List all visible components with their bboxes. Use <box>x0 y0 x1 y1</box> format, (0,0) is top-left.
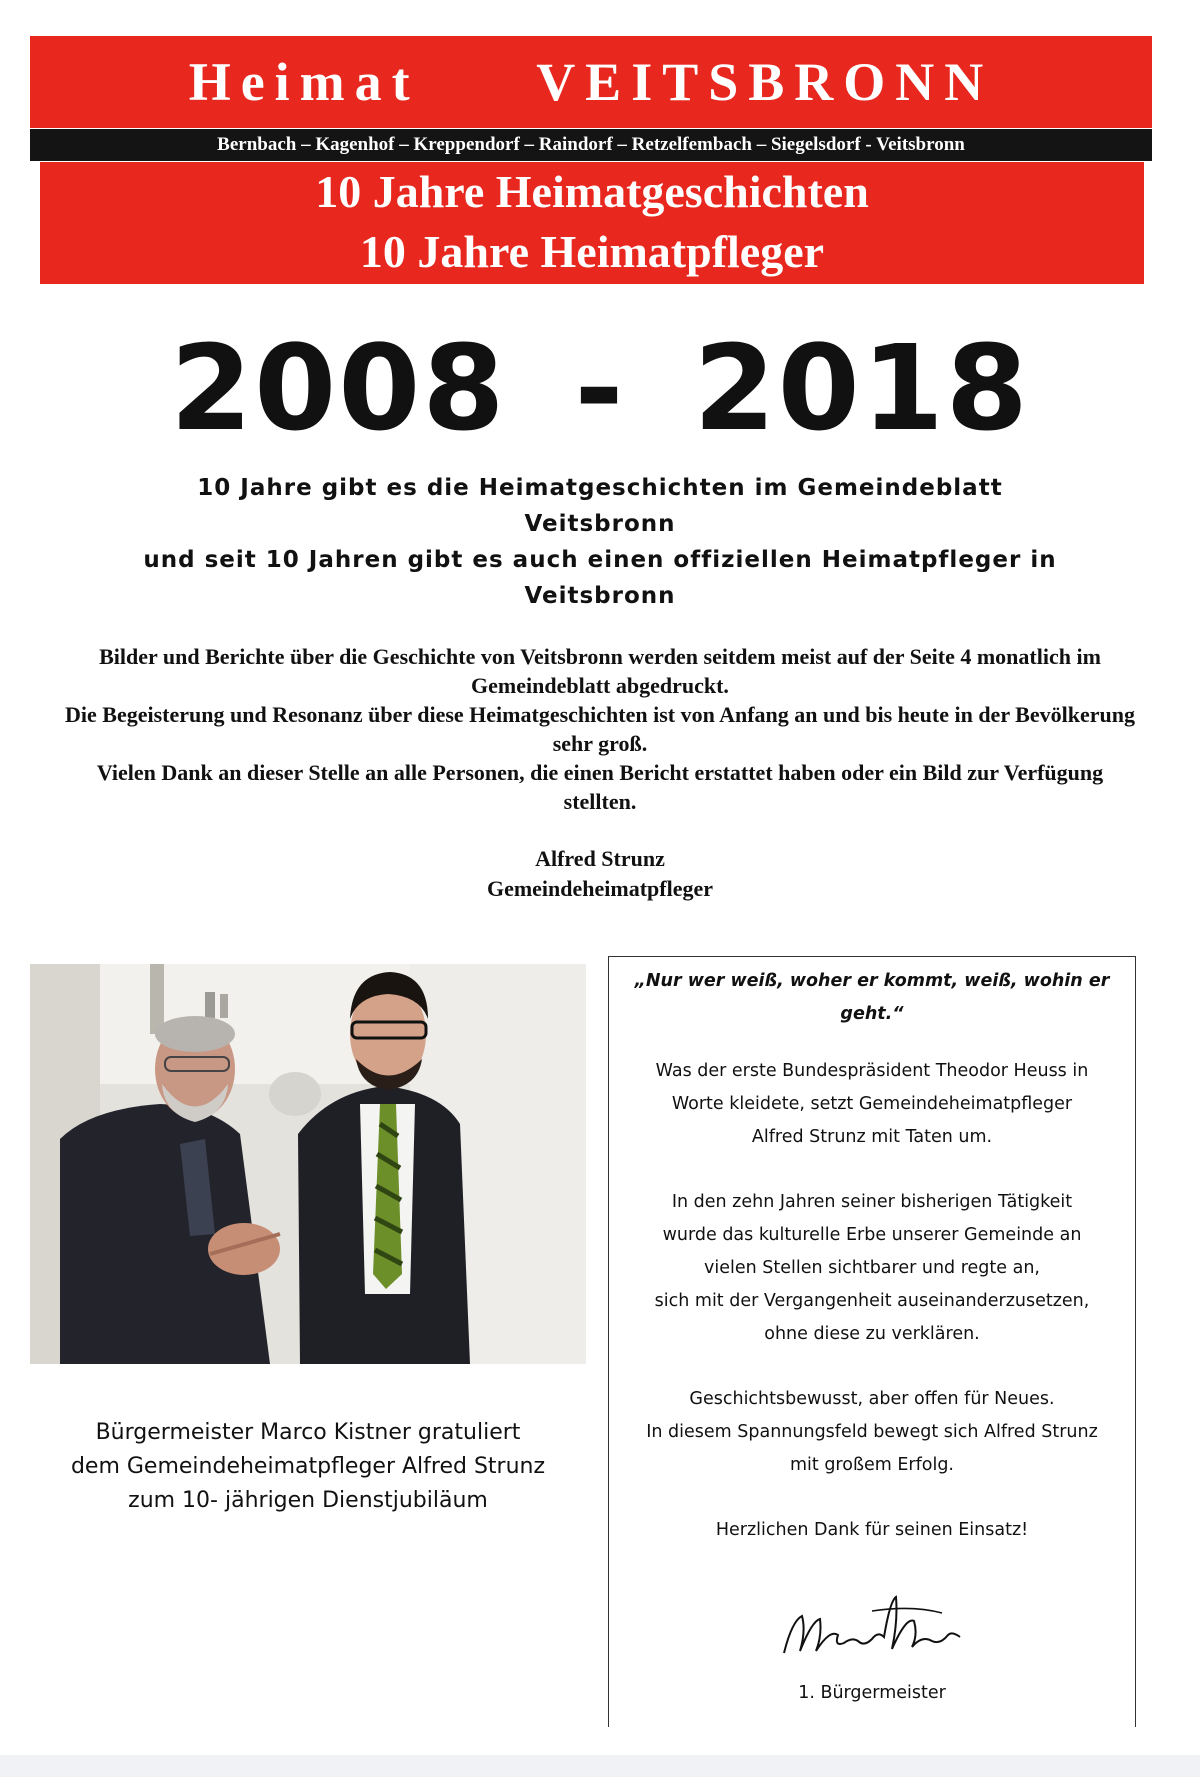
quote-p1-line-2: Worte kleidete, setzt Gemeindeheimatpfleger <box>671 1094 1073 1114</box>
intro-line-3: und seit 10 Jahren gibt es auch einen offiziellen Heimatpfleger in <box>143 547 1057 573</box>
intro-text <box>60 470 1140 614</box>
author-role: Gemeindeheimatpfleger <box>486 876 714 901</box>
jubilee-line-1: 10 Jahre Heimatgeschichten <box>315 166 869 217</box>
quote-p1-line-1: Was der erste Bundespräsident Theodor Heuss in <box>655 1061 1089 1081</box>
year-end: 2018 <box>693 319 1030 457</box>
years-heading <box>0 318 1200 458</box>
quote-p3-line-2: In diesem Spannungsfeld bewegt sich Alfred Strunz <box>646 1422 1098 1442</box>
quote-p2-line-4: sich mit der Vergangenheit auseinanderzusetzen, <box>654 1291 1090 1311</box>
header-title-heimat: Heimat <box>188 52 420 112</box>
body-paragraph-1: Bilder und Berichte über die Geschichte von Veitsbronn werden seitdem meist auf der Seite 4 monatlich im Gemeindeblatt abgedruckt. <box>99 644 1101 698</box>
intro-line-4: Veitsbronn <box>524 583 676 609</box>
body-paragraph-3: Vielen Dank an dieser Stelle an alle Personen, die einen Bericht erstattet haben oder ein Bild zur Verfügung stellten. <box>96 760 1104 814</box>
jubilee-banner <box>40 162 1144 284</box>
header-banner <box>30 36 1152 128</box>
villages-list: Bernbach – Kagenhof – Kreppendorf – Raindorf – Retzelfembach – Siegelsdorf - Veitsbronn <box>217 134 965 155</box>
quote-p3-line-1: Geschichtsbewusst, aber offen für Neues. <box>689 1389 1055 1409</box>
quote-p2-line-5: ohne diese zu verklären. <box>764 1324 980 1344</box>
intro-line-2: Veitsbronn <box>524 511 676 537</box>
body-paragraph-2: Die Begeisterung und Resonanz über diese Heimatgeschichten ist von Anfang an und bis heute in der Bevölkerung sehr groß. <box>65 702 1135 756</box>
jubilee-line-2: 10 Jahre Heimatpfleger <box>359 226 825 277</box>
heuss-quote: „Nur wer weiß, woher er kommt, weiß, wohin er geht.“ <box>634 971 1110 1024</box>
header-title-veitsbronn: VEITSBRONN <box>536 52 994 112</box>
body-text <box>60 642 1140 816</box>
scan-edge <box>0 1755 1200 1777</box>
quote-p3-line-3: mit großem Erfolg. <box>789 1455 954 1475</box>
header-title <box>189 51 994 113</box>
quote-p1-line-3: Alfred Strunz mit Taten um. <box>751 1127 993 1147</box>
quote-p2-line-2: wurde das kulturelle Erbe unserer Gemeinde an <box>662 1225 1082 1245</box>
mayor-title: 1. Bürgermeister <box>798 1683 946 1703</box>
year-start: 2008 <box>170 319 507 457</box>
caption-line-1: Bürgermeister Marco Kistner gratuliert <box>95 1420 521 1445</box>
caption-line-2: dem Gemeindeheimatpfleger Alfred Strunz <box>70 1454 546 1479</box>
author-name: Alfred Strunz <box>535 846 665 871</box>
caption-line-3: zum 10- jährigen Dienstjubiläum <box>128 1488 488 1513</box>
mayor-signature <box>772 1591 972 1671</box>
quote-p2-line-1: In den zehn Jahren seiner bisherigen Tätigkeit <box>671 1192 1073 1212</box>
photo-caption <box>30 1416 586 1518</box>
quote-box <box>608 956 1136 1727</box>
villages-bar <box>30 129 1152 161</box>
year-separator: - <box>574 319 626 457</box>
quote-p2-line-3: vielen Stellen sichtbarer und regte an, <box>704 1258 1040 1278</box>
handshake-photo <box>30 964 586 1364</box>
author-block <box>0 844 1200 904</box>
thanks-line: Herzlichen Dank für seinen Einsatz! <box>715 1520 1029 1540</box>
intro-line-1: 10 Jahre gibt es die Heimatgeschichten im Gemeindeblatt <box>197 475 1003 501</box>
